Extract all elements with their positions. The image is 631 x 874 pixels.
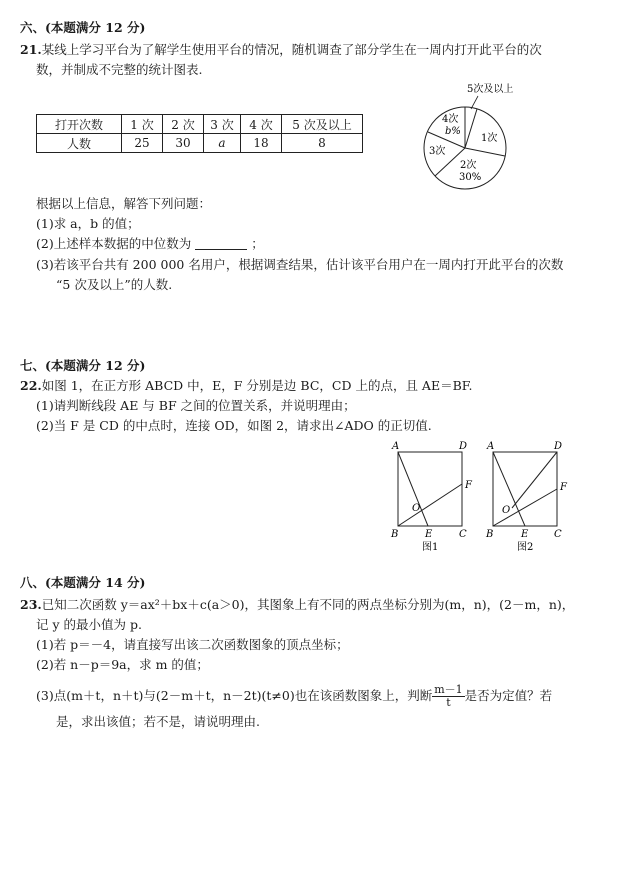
point-a: A	[392, 441, 400, 452]
answer-blank	[195, 237, 247, 250]
fraction-numerator: m－1	[434, 683, 463, 696]
q21-number: 21.	[20, 42, 42, 57]
point-f: F	[465, 480, 472, 491]
pie-label-4: 4次	[442, 114, 459, 125]
q23-stem-line2: 记 y 的最小值为 p.	[36, 617, 142, 632]
point-c: C	[459, 529, 467, 540]
q22-stem-text: 如图 1，在正方形 ABCD 中，E，F 分别是边 BC，CD 上的点，且 AE＝BF.	[41, 378, 473, 393]
figure-2	[485, 441, 568, 553]
q23-part3-line1	[36, 682, 552, 710]
point-a: A	[487, 441, 495, 452]
point-d: D	[554, 441, 563, 452]
table-cell: 打开次数	[37, 115, 122, 134]
fig2-caption: 图2	[517, 542, 534, 553]
table-cell: 18	[241, 134, 282, 153]
point-c: C	[554, 529, 562, 540]
table-cell: 25	[122, 134, 163, 153]
q21-stem-line1	[20, 42, 542, 58]
q21-stats-table	[36, 114, 363, 153]
pie-label-2-pct: 30%	[459, 172, 482, 183]
point-o: O	[502, 505, 511, 516]
q23-stem-text: 已知二次函数 y＝ax²＋bx＋c(a＞0)，其图象上有不同的两点坐标分别为(m，n)，(2－m，n)，	[41, 597, 575, 612]
q23-part3-pre: (3)点(m＋t，n＋t)与(2－m＋t，n－2t)(t≠0)也在该函数图象上，判断	[36, 688, 433, 703]
segment-od	[512, 452, 557, 508]
point-e: E	[425, 529, 433, 540]
point-e: E	[521, 529, 529, 540]
q21-intro: 根据以上信息，解答下列问题：	[36, 196, 212, 211]
section6-heading: 六、(本题满分 12 分)	[20, 20, 146, 35]
table-header-row	[37, 115, 363, 134]
figure-1	[390, 441, 473, 553]
section8-heading: 八、(本题满分 14 分)	[20, 575, 146, 590]
table-data-row	[37, 134, 363, 153]
table-cell: 8	[282, 134, 363, 153]
q23-number: 23.	[20, 597, 42, 612]
q21-part2	[36, 236, 264, 252]
segment-bf	[398, 484, 462, 526]
q22-part1: (1)请判断线段 AE 与 BF 之间的位置关系，并说明理由；	[36, 398, 356, 413]
pie-leader-line	[471, 96, 478, 109]
q21-stem-text: 某线上学习平台为了解学生使用平台的情况，随机调查了部分学生在一周内打开此平台的次	[41, 42, 542, 57]
q21-part3-line1: (3)若该平台共有 200 000 名用户，根据调查结果，估计该平台用户在一周内打开此平台的次数	[36, 257, 564, 272]
table-cell: 1 次	[122, 115, 163, 134]
q23-part1: (1)若 p＝－4，请直接写出该二次函数图象的顶点坐标；	[36, 637, 349, 652]
point-b: B	[486, 529, 494, 540]
table-cell: 30	[163, 134, 204, 153]
point-f: F	[560, 482, 567, 493]
pie-label-4-pct: b%	[445, 126, 461, 137]
q23-part3-post: 是否为定值？若	[464, 688, 553, 703]
q21-part1: (1)求 a，b 的值；	[36, 216, 140, 231]
fraction-denominator: t	[446, 696, 451, 709]
q23-part2: (2)若 n－p＝9a，求 m 的值；	[36, 657, 209, 672]
pie-label-1: 1次	[481, 133, 498, 144]
table-cell: 3 次	[204, 115, 241, 134]
q21-pie-chart	[415, 78, 525, 200]
section7-heading: 七、(本题满分 12 分)	[20, 358, 146, 373]
q22-number: 22.	[20, 378, 42, 393]
q21-part2-end: ；	[251, 236, 264, 251]
q22-stem	[20, 378, 472, 394]
point-d: D	[459, 441, 468, 452]
pie-divider	[465, 109, 477, 148]
pie-label-5plus: 5次及以上	[467, 84, 514, 95]
q23-part3-line2: 是，求出该值；若不是，请说明理由.	[56, 714, 260, 729]
segment-ae	[398, 452, 428, 526]
q23-stem-line1	[20, 597, 574, 613]
table-cell: 5 次及以上	[282, 115, 363, 134]
q21-part3-line2: “5 次及以上”的人数.	[56, 277, 173, 292]
q22-figures	[388, 440, 578, 556]
q21-stem-line2: 数，并制成不完整的统计图表.	[36, 62, 203, 77]
pie-divider	[465, 148, 505, 156]
square-abcd	[398, 452, 462, 526]
table-cell: 2 次	[163, 115, 204, 134]
table-cell: 人数	[37, 134, 122, 153]
pie-label-2: 2次	[460, 160, 477, 171]
q21-part2-text: (2)上述样本数据的中位数为	[36, 236, 192, 251]
fraction	[432, 684, 464, 709]
point-o: O	[412, 503, 421, 514]
point-b: B	[391, 529, 399, 540]
pie-label-3: 3次	[429, 146, 446, 157]
q22-part2: (2)当 F 是 CD 的中点时，连接 OD，如图 2，请求出∠ADO 的正切值.	[36, 418, 432, 433]
table-cell: a	[204, 134, 241, 153]
table-cell: 4 次	[241, 115, 282, 134]
fig1-caption: 图1	[422, 542, 439, 553]
